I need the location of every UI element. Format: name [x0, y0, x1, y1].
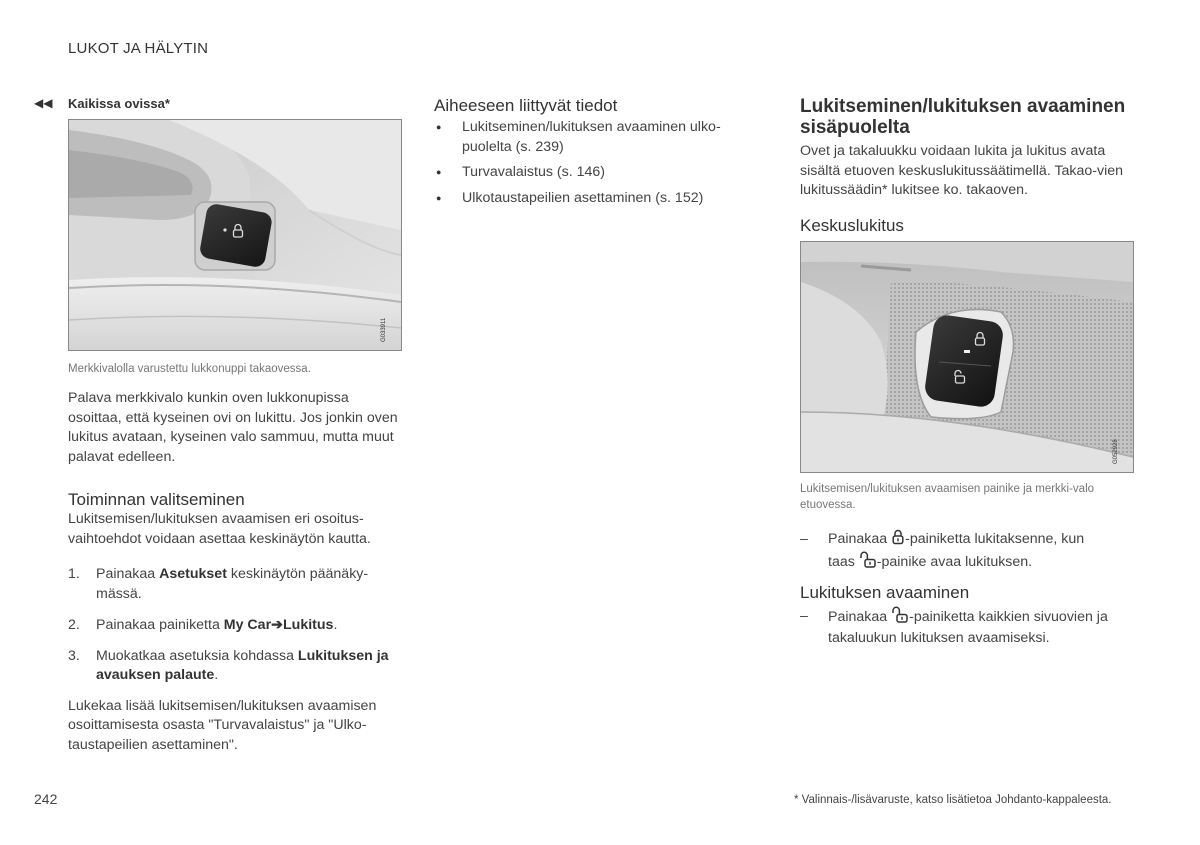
column-left	[34, 96, 402, 755]
related-link[interactable]: ● Lukitseminen/lukituksen avaaminen ulko-puolelta (s. 239)	[434, 118, 754, 157]
dash-marker: –	[800, 530, 808, 547]
lock-icon	[891, 529, 905, 545]
front-door-lock-button-figure	[800, 241, 1134, 473]
unlock-heading: Lukituksen avaaminen	[800, 582, 970, 602]
central-locking-heading: Keskuslukitus	[800, 215, 904, 235]
step-text: Muokatkaa asetuksia kohdassa	[96, 647, 298, 664]
unlock-instruction	[800, 606, 1136, 649]
related-link[interactable]: ● Ulkotaustapeilien asettaminen (s. 152)	[434, 189, 754, 209]
instruction-text: -painiketta kaikkien sivuovien ja takaluukun lukituksen avaamiseksi.	[828, 608, 1108, 646]
step-number: 2.	[68, 617, 80, 633]
intro-paragraph: Palava merkkivalo kunkin oven lukkonupissa osoittaa, että kyseinen ovi on lukittu. Jos jonkin oven lukitus avataan, kyseinen valo sammuu, mutta muut palavat edelleen.	[68, 390, 398, 465]
step-item	[68, 616, 402, 636]
instruction-text: -painiketta lukitaksenne, kun	[905, 530, 1085, 547]
figure-code: G033911	[381, 317, 387, 342]
step-number: 3.	[68, 647, 80, 664]
step-number: 1.	[68, 566, 80, 582]
continued-arrow-icon: ◀◀	[34, 96, 53, 110]
page-number: 242	[34, 791, 58, 807]
closing-paragraph: Lukekaa lisää lukitsemisen/lukituksen avaamisen osoittamisesta osasta "Turvavalaistus" ja "Ulko-taustapeilien asettaminen".	[68, 697, 377, 753]
step-item	[68, 647, 402, 686]
figure-caption: Lukitsemisen/lukituksen avaamisen painike ja merkki-valo etuovessa.	[800, 482, 1095, 511]
step-item	[68, 565, 402, 604]
instruction-text: Painakaa	[828, 530, 892, 547]
instruction-text: taas	[828, 553, 859, 570]
step-text: Painakaa	[96, 566, 160, 582]
instruction-text: Painakaa	[828, 608, 892, 625]
figure-code: G052928	[1113, 438, 1119, 464]
related-heading: Aiheeseen liittyvät tiedot	[434, 96, 618, 115]
step-ui-term: My Car	[223, 617, 272, 633]
step-text: keskinäytön päänäky-mässä.	[96, 566, 369, 602]
lock-instruction	[800, 528, 1136, 574]
column-middle	[434, 96, 754, 214]
step-text: Painakaa painiketta	[96, 617, 224, 633]
main-heading: Lukitseminen/lukituksen avaaminen sisäpuolelta	[800, 96, 1126, 138]
arrow-right-icon: ➔	[271, 617, 283, 633]
function-paragraph: Lukitsemisen/lukituksen avaamisen eri osoitus-vaihtoehdot voidaan asettaa keskinäytön kautta.	[68, 511, 371, 547]
function-heading: Toiminnan valitseminen	[68, 490, 245, 509]
step-text: .	[214, 667, 219, 683]
footnote: * Valinnais-/lisävaruste, katso lisätietoa Johdanto-kappaleesta.	[794, 794, 1112, 806]
step-ui-term: Lukitus	[282, 617, 334, 633]
front-door-lock-button-illustration	[801, 242, 1133, 472]
column-right	[800, 96, 1136, 649]
rear-door-lock-knob-illustration	[69, 120, 401, 350]
rear-door-lock-knob-figure	[68, 119, 402, 351]
figure-caption: Merkkivalolla varustettu lukkonuppi takaovessa.	[68, 363, 311, 375]
related-list	[434, 118, 754, 208]
continued-heading: Kaikissa ovissa*	[68, 96, 170, 111]
unlock-icon	[859, 551, 877, 569]
intro-paragraph: Ovet ja takaluukku voidaan lukita ja lukitus avata sisältä etuoven keskuslukitussäätimellä. Takao-vien lukitussäädin* lukitsee ko. takaoven.	[800, 143, 1124, 198]
dash-marker: –	[800, 607, 808, 624]
related-link[interactable]: ● Turvavalaistus (s. 146)	[434, 163, 754, 183]
instruction-text: -painike avaa lukituksen.	[876, 553, 1033, 570]
step-ui-term: Asetukset	[159, 566, 227, 582]
step-text: .	[333, 617, 338, 633]
section-header: LUKOT JA HÄLYTIN	[68, 40, 209, 57]
step-ui-term: Lukituksen ja avauksen palaute	[96, 647, 389, 683]
steps-list	[68, 565, 402, 686]
unlock-icon	[891, 606, 909, 624]
